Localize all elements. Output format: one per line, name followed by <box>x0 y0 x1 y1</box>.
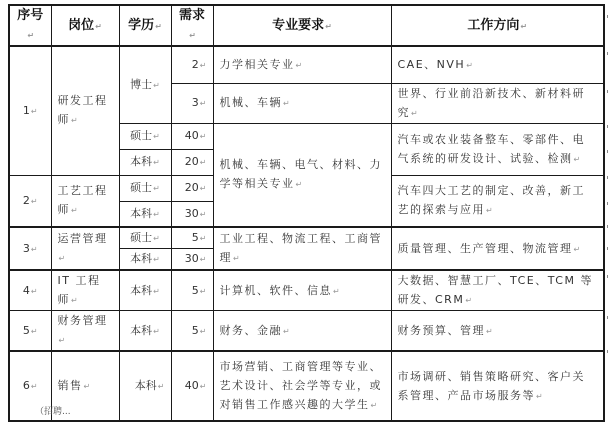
row-end-marker <box>607 150 608 153</box>
cell-position: 财务管理↵ <box>51 311 119 352</box>
row-end-marker <box>607 202 608 205</box>
cell-demand: 5↵ <box>171 311 213 352</box>
cell-education: 硕士↵ <box>119 175 171 201</box>
cell-education: 博士↵ <box>119 46 171 123</box>
cell-demand: 30↵ <box>171 201 213 227</box>
cell-index: 6↵ <box>9 351 51 421</box>
cell-direction: 市场调研、销售策略研究、客户关系管理、产品市场服务等↵ <box>391 351 604 421</box>
cell-direction: CAE、NVH↵ <box>391 46 604 83</box>
cell-demand: 40↵ <box>171 351 213 421</box>
cell-demand: 40↵ <box>171 123 213 149</box>
header-major: 专业要求↵ <box>213 5 391 46</box>
cell-direction: 财务预算、管理↵ <box>391 311 604 352</box>
recruitment-table <box>8 4 605 422</box>
row-end-marker <box>607 176 608 179</box>
cell-direction: 汽车或农业装备整车、零部件、电气系统的研发设计、试验、检测↵ <box>391 123 604 175</box>
cell-demand: 20↵ <box>171 149 213 175</box>
cell-major-shared: 机械、车辆、电气、材料、力学等相关专业↵ <box>213 123 391 227</box>
cell-education: 本科↵ <box>119 149 171 175</box>
row-end-marker <box>607 316 608 319</box>
cell-index: 4↵ <box>9 270 51 311</box>
cell-demand: 2↵ <box>171 46 213 83</box>
cell-direction: 世界、行业前沿新技术、新材料研究↵ <box>391 83 604 123</box>
cell-education: 本科↵ <box>119 201 171 227</box>
cell-index: 2↵ <box>9 175 51 227</box>
header-education: 学历↵ <box>119 5 171 46</box>
row-end-marker <box>607 350 608 353</box>
cell-demand: 5↵ <box>171 270 213 311</box>
row-end-marker <box>607 15 608 18</box>
cell-index: 5↵ <box>9 311 51 352</box>
cell-major: 市场营销、工商管理等专业、艺术设计、社会学等专业，或对销售工作感兴趣的大学生↵ <box>213 351 391 421</box>
cell-education: 本科↵ <box>119 351 171 421</box>
cell-major: 财务、金融↵ <box>213 311 391 352</box>
cell-position: 工艺工程师↵ <box>51 175 119 227</box>
table-row <box>9 351 604 421</box>
cell-demand: 5↵ <box>171 227 213 249</box>
cell-demand: 20↵ <box>171 175 213 201</box>
cell-education: 硕士↵ <box>119 227 171 249</box>
row-end-marker <box>607 90 608 93</box>
cell-education: 本科↵ <box>119 270 171 311</box>
cell-index: 3↵ <box>9 227 51 270</box>
cell-major: 力学相关专业↵ <box>213 46 391 83</box>
row-end-marker <box>607 125 608 128</box>
footer-text: （招聘... <box>35 407 71 415</box>
cell-position: 研发工程师↵ <box>51 46 119 175</box>
header-position: 岗位↵ <box>51 5 119 46</box>
header-row <box>9 5 604 46</box>
table-row <box>9 46 604 83</box>
row-end-marker <box>607 275 608 278</box>
cell-major: 工业工程、物流工程、工商管理↵ <box>213 227 391 270</box>
header-direction: 工作方向↵ <box>391 5 604 46</box>
cell-education: 本科↵ <box>119 249 171 271</box>
cell-direction: 质量管理、生产管理、物流管理↵ <box>391 227 604 270</box>
cell-education: 本科↵ <box>119 311 171 352</box>
cell-demand: 3↵ <box>171 83 213 123</box>
cell-demand: 30↵ <box>171 249 213 271</box>
row-end-marker <box>607 225 608 228</box>
cell-major: 计算机、软件、信息↵ <box>213 270 391 311</box>
cell-major: 机械、车辆↵ <box>213 83 391 123</box>
cell-position: 销售↵ <box>51 351 119 421</box>
cell-education: 硕士↵ <box>119 123 171 149</box>
cell-direction: 大数据、智慧工厂、TCE、TCM 等研发、CRM↵ <box>391 270 604 311</box>
header-demand: 需求↵ <box>171 5 213 46</box>
table-row <box>9 270 604 311</box>
cell-direction: 汽车四大工艺的制定、改善，新工艺的探索与应用↵ <box>391 175 604 227</box>
cell-position: 运营管理↵ <box>51 227 119 270</box>
row-end-marker <box>607 247 608 250</box>
table-row <box>9 227 604 249</box>
header-index: 序号↵ <box>9 5 51 46</box>
cell-index: 1↵ <box>9 46 51 175</box>
cell-position: IT 工程师↵ <box>51 270 119 311</box>
row-end-marker <box>607 52 608 55</box>
table-row <box>9 311 604 352</box>
